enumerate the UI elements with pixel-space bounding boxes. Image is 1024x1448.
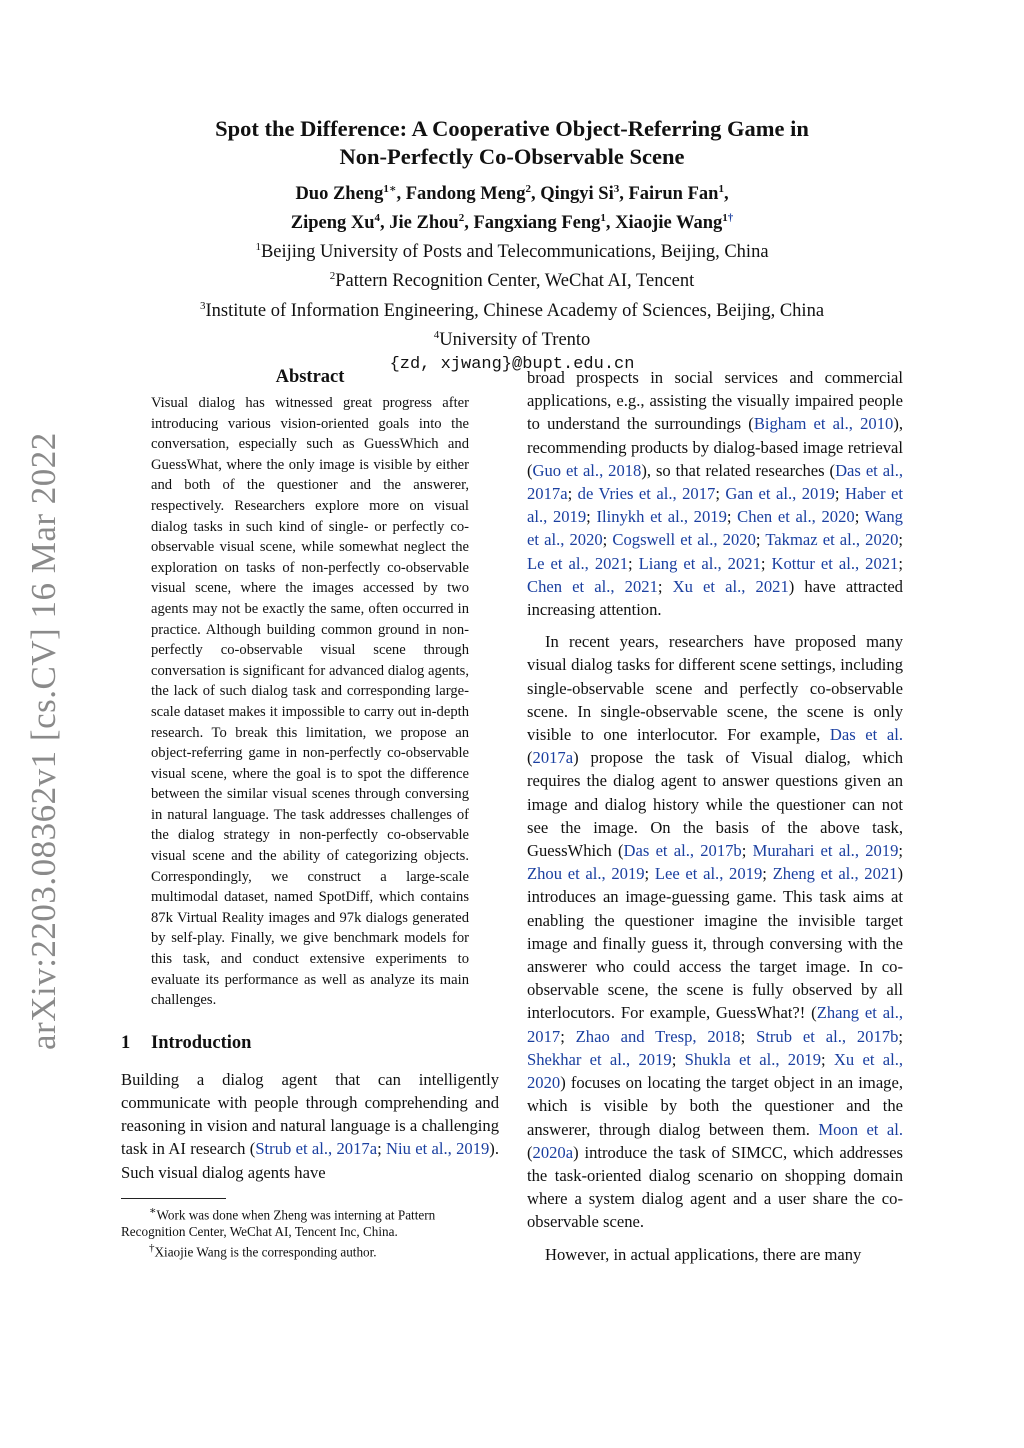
author: Zipeng Xu$^4$, xyxy=(290,212,390,234)
body-text: ; xyxy=(762,864,773,884)
citation-link[interactable]: Strub et al., 2017a xyxy=(255,1139,378,1159)
footnote-divider xyxy=(121,1198,226,1199)
body-text: ; xyxy=(567,484,578,504)
body-text: ; xyxy=(898,553,903,573)
citation-link[interactable]: Takmaz et al., 2020 xyxy=(765,530,899,550)
body-text: ; xyxy=(898,1026,903,1046)
body-text: However, in actual applications, there are many xyxy=(545,1244,862,1264)
body-text: ; xyxy=(715,484,726,504)
citation-link[interactable]: 2017a xyxy=(532,748,574,768)
citation-link[interactable]: Xu et al., 2020 xyxy=(527,1049,904,1093)
body-text: ; xyxy=(740,1026,757,1046)
body-text: ), recommending products by dialog-based image retrieval ( xyxy=(527,414,903,480)
citation-link[interactable]: Niu et al., 2019 xyxy=(386,1139,490,1159)
citation-link[interactable]: Chen et al., 2021 xyxy=(527,576,658,596)
citation-link[interactable]: de Vries et al., 2017 xyxy=(577,484,716,504)
citation-link[interactable]: Strub et al., 2017b xyxy=(756,1026,899,1046)
body-text: ) introduces an image-guessing game. This task aims at enabling the questioner imagine the invisible target image and finally guess it, through conversing with the answerer who could access the target image. In co-observable scene, the scene is fully observed by all interlocutors. For example, GuessWhat?! ( xyxy=(527,864,903,1023)
body-text: ; xyxy=(760,553,772,573)
citation-link[interactable]: Shekhar et al., 2019 xyxy=(527,1049,672,1069)
citation-link[interactable]: Lee et al., 2019 xyxy=(654,864,763,884)
citation-link[interactable]: Wang et al., 2020 xyxy=(527,507,903,550)
body-text: ) have attracted increasing attention. xyxy=(527,576,903,620)
body-text: ; xyxy=(755,530,766,550)
affiliation: $^3$Institute of Information Engineering, Chinese Academy of Sciences, Beijing, China xyxy=(199,299,825,321)
citation-link[interactable]: Zhang et al., 2017 xyxy=(527,1003,903,1046)
body-text: In recent years, researchers have proposed many visual dialog tasks for different scene settings, including single-observable scene and perfectly co-observable scene. In single-observable scene, the scene is only visible to one interlocutor. For example, xyxy=(527,632,903,745)
citation-link[interactable]: Moon et al. xyxy=(818,1119,903,1139)
footnote: ∗Work was done when Zheng was interning at Pattern Recognition Center, WeChat AI, Tencent Inc, China. xyxy=(121,1204,436,1240)
body-text: ; xyxy=(834,484,846,504)
body-text: ) introduce the task of SIMCC, which addresses the task-oriented dialog scenario on shopping domain where a system dialog agent and a user share the co-observable scene. xyxy=(527,1142,903,1232)
citation-link[interactable]: Bigham et al., 2010 xyxy=(753,414,894,434)
body-text: ) focuses on locating the target object in an image, which is visible by both the questioner and the answerer, through dialog between them. xyxy=(527,1073,903,1139)
intro-paragraph xyxy=(121,1068,499,1184)
citation-link[interactable]: Chen et al., 2020 xyxy=(737,507,855,527)
affiliation: $^2$Pattern Recognition Center, WeChat AI, Tencent xyxy=(329,270,695,292)
body-text: ; xyxy=(628,553,639,573)
body-text: ). Such visual dialog agents have xyxy=(121,1139,499,1182)
body-text: ; xyxy=(741,841,753,861)
author-line-2 xyxy=(110,206,914,235)
abstract-text: Visual dialog has witnessed great progress after introducing various vision-oriented goals into the conversation, especially such as GuessWhich and GuessWhat, where the only image is visible by either and both of the questioner and the answerer, respectively. Researchers explore more on visual dialog tasks in such kind of single- or perfectly co-observable visual scene, while somewhat neglect the exploration on tasks of non-perfectly co-observable visual scene, where the images accessed by two agents may not be exactly the same, often occurred in practice. Although building common ground in non-perfectly co-observable visual scene through conversation is significant for advanced dialog agents, the lack of such dialog task and corresponding large-scale dataset makes it impossible to carry out in-depth research. To break this limitation, we propose an object-referring game in non-perfectly co-observable visual scene, where the goal is to spot the difference between the similar visual scenes through conversing in natural language. The task addresses challenges of the dialog strategy in non-perfectly co-observable visual scene and the ability of categorizing objects. Correspondingly, we construct a large-scale multimodal dataset, named SpotDiff, which contains 87k Virtual Reality images and 97k dialogs generated by self-play. Finally, we give benchmark models for this task, and conduct extensive experiments to evaluate its performance as well as analyze its main challenges. xyxy=(151,395,469,1009)
citation-link[interactable]: Liang et al., 2021 xyxy=(638,553,761,573)
citation-link[interactable]: Ilinykh et al., 2019 xyxy=(596,507,727,527)
right-column xyxy=(527,366,903,1266)
section-heading-introduction xyxy=(121,1033,499,1054)
citation-link[interactable]: Murahari et al., 2019 xyxy=(752,841,899,861)
author: Qingyi Si$^3$, xyxy=(540,183,629,205)
citation-link[interactable]: Shukla et al., 2019 xyxy=(684,1049,821,1069)
author: Fairun Fan$^1$, xyxy=(628,183,729,205)
body-text: ; xyxy=(898,841,904,861)
body-paragraph xyxy=(527,1243,903,1266)
body-paragraph xyxy=(527,630,903,1233)
body-text: ; xyxy=(671,1049,685,1069)
citation-link[interactable]: Kottur et al., 2021 xyxy=(771,553,899,573)
paper-header xyxy=(110,115,914,378)
citation-link[interactable]: Zheng et al., 2021 xyxy=(772,864,898,884)
citation-link[interactable]: Xu et al., 2021 xyxy=(672,576,789,596)
citation-link[interactable]: Das et al., 2017a xyxy=(527,460,903,504)
body-text: ( xyxy=(527,1142,533,1162)
citation-link[interactable]: Das et al., 2017b xyxy=(623,841,742,861)
body-text: ; xyxy=(602,530,613,550)
affiliation: $^1$Beijing University of Posts and Telecommunications, Beijing, China xyxy=(255,241,769,263)
author-list xyxy=(110,177,914,235)
author: Fangxiang Feng$^1$, xyxy=(473,212,616,234)
author: Xiaojie Wang$^{1\dagger}$ xyxy=(615,212,734,234)
author: Duo Zheng$^{1∗}$, xyxy=(295,183,406,205)
body-text: ; xyxy=(821,1049,834,1069)
body-text: ; xyxy=(898,530,903,550)
section-title: Introduction xyxy=(151,1032,252,1053)
footnote: †Xiaojie Wang is the corresponding author. xyxy=(149,1242,377,1260)
body-text: broad prospects in social services and commercial applications, e.g., assisting the visually impaired people to understand the surroundings ( xyxy=(527,368,903,434)
body-text: Building a dialog agent that can intelligently communicate with people through comprehending and reasoning in vision and natural language is a challenging task in AI research ( xyxy=(121,1069,499,1159)
citation-link[interactable]: Cogswell et al., 2020 xyxy=(612,530,756,550)
abstract-heading: Abstract xyxy=(275,367,345,387)
left-column xyxy=(121,365,499,1261)
author: Jie Zhou$^2$, xyxy=(389,212,474,234)
citation-link[interactable]: Gan et al., 2019 xyxy=(725,484,835,504)
author: Fandong Meng$^2$, xyxy=(405,183,541,205)
citation-link[interactable]: 2020a xyxy=(532,1142,574,1162)
body-text: ; xyxy=(586,507,597,527)
affiliation: $^4$University of Trento xyxy=(433,328,591,350)
body-text: ; xyxy=(560,1026,576,1046)
body-text: ) propose the task of Visual dialog, which requires the dialog agent to answer questions given an image and dialog history while the questioner can not see the image. On the basis of the above task, GuessWhich ( xyxy=(527,748,903,861)
citation-link[interactable]: Guo et al., 2018 xyxy=(532,460,642,480)
author-line-1 xyxy=(110,177,914,206)
title-line-2: Non-Perfectly Co-Observable Scene xyxy=(339,144,685,169)
body-text: ), so that related researches ( xyxy=(641,460,836,480)
paper-title xyxy=(110,115,914,171)
body-text: ; xyxy=(377,1139,386,1159)
body-text: ; xyxy=(657,576,673,596)
body-paragraph xyxy=(527,366,903,621)
citation-link[interactable]: Zhao and Tresp, 2018 xyxy=(575,1026,741,1046)
body-text: ; xyxy=(726,507,738,527)
citation-link[interactable]: Le et al., 2021 xyxy=(527,553,629,573)
citation-link[interactable]: Zhou et al., 2019 xyxy=(527,864,645,884)
body-text: ( xyxy=(527,748,533,768)
citation-link[interactable]: Das et al. xyxy=(829,725,903,745)
section-number: 1 xyxy=(121,1032,131,1053)
body-text: ; xyxy=(854,507,865,527)
citation-link[interactable]: Haber et al., 2019 xyxy=(527,484,904,527)
body-text: ; xyxy=(644,864,655,884)
arxiv-identifier: arXiv:2203.08362v1 [cs.CV] 16 Mar 2022 xyxy=(24,432,63,1050)
title-line-1: Spot the Difference: A Cooperative Object-Referring Game in xyxy=(215,116,809,141)
contact-email[interactable]: {zd, xjwang}@bupt.edu.cn xyxy=(389,354,635,374)
